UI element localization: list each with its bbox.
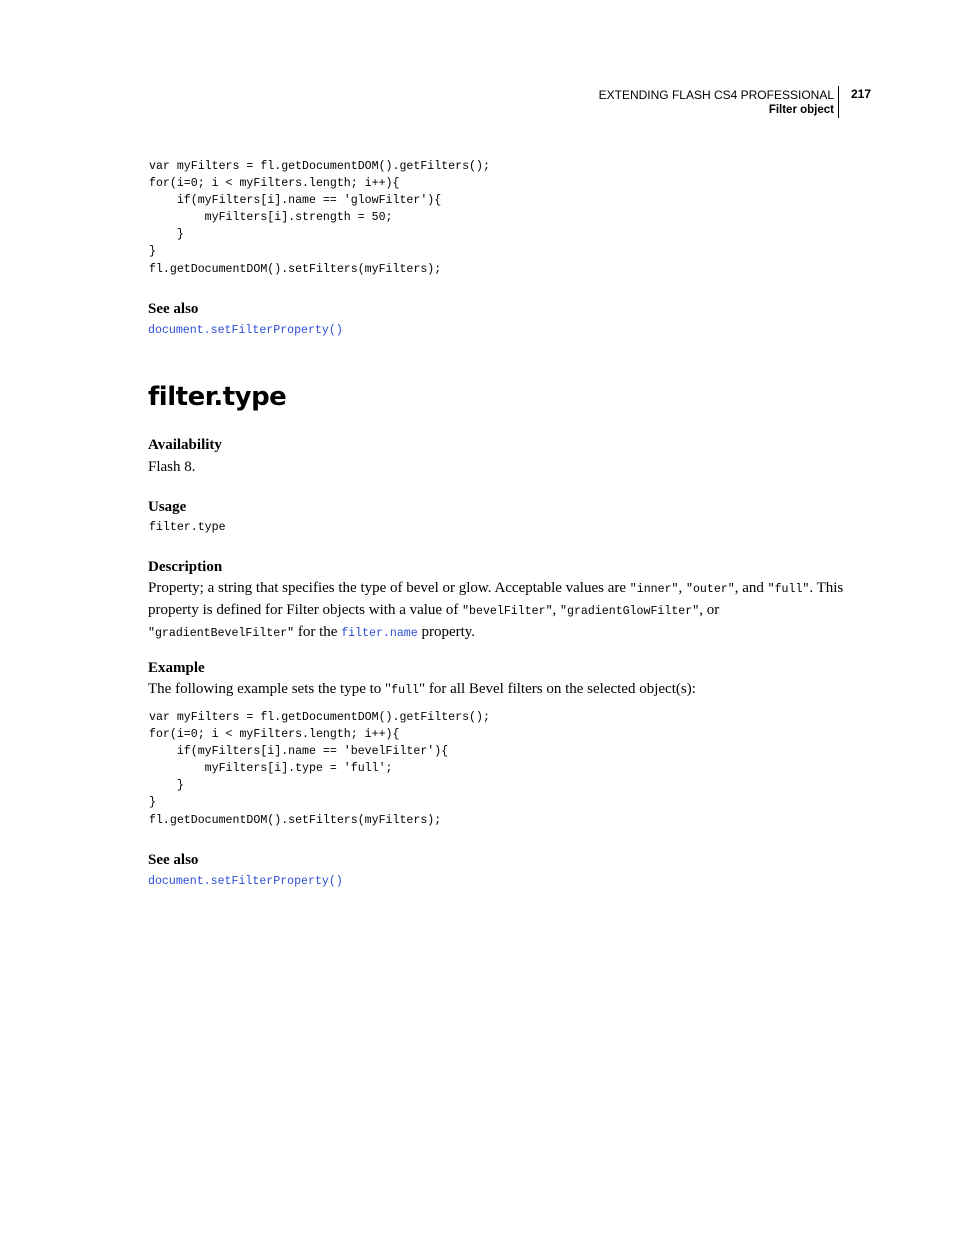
example-heading: Example [148, 660, 205, 676]
availability-text: Flash 8. [148, 459, 196, 475]
example-value-full: full [391, 684, 419, 697]
value-gradient-bevel-filter: "gradientBevelFilter" [148, 627, 295, 640]
code-block-previous-example: var myFilters = fl.getDocumentDOM().getFilters(); for(i=0; i < myFilters.length; i++){ if(myFilters[i].name == 'glowFilter'){ myFilters[i].strength = 50; } } fl.getDocumentDOM().setFilters(myFilters); [149, 160, 490, 276]
description-text: , [678, 580, 686, 596]
filter-name-link[interactable]: filter.name [341, 627, 418, 640]
value-bevel-filter: "bevelFilter" [462, 605, 553, 618]
usage-heading: Usage [148, 499, 187, 515]
code-block-example: var myFilters = fl.getDocumentDOM().getFilters(); for(i=0; i < myFilters.length; i++){ if(myFilters[i].name == 'bevelFilter'){ myFilters[i].type = 'full'; } } fl.getDocumentDOM().setFilters(myFilters); [149, 711, 490, 827]
see-also-link-set-filter-property[interactable]: document.setFilterProperty() [148, 324, 343, 337]
description-text: , or [699, 602, 720, 618]
value-gradient-glow-filter: "gradientGlowFilter" [560, 605, 700, 618]
value-full: "full" [767, 583, 810, 596]
page-number: 217 [851, 87, 872, 101]
see-also-heading: See also [148, 852, 199, 868]
description-text: Property; a string that specifies the type of bevel or glow. Acceptable values are [148, 580, 630, 596]
entry-title: filter.type [148, 382, 287, 412]
section-title: Filter object [768, 104, 834, 116]
description-text: . This property is defined for Filter objects with a value of [148, 580, 844, 618]
availability-heading: Availability [148, 437, 222, 453]
description-text: for the [294, 624, 342, 640]
description-text: , and [734, 580, 768, 596]
value-inner: "inner" [629, 583, 679, 596]
running-header [599, 86, 839, 118]
description-heading: Description [148, 559, 223, 575]
running-title: EXTENDING FLASH CS4 PROFESSIONAL [598, 88, 834, 102]
description-paragraph [148, 578, 848, 644]
see-also-link-set-filter-property[interactable]: document.setFilterProperty() [148, 875, 343, 888]
usage-code: filter.type [149, 521, 226, 534]
example-intro [148, 679, 848, 701]
value-outer: "outer" [685, 583, 735, 596]
description-text: property. [417, 624, 476, 640]
description-text: , [552, 602, 561, 618]
example-text: The following example sets the type to " [148, 681, 392, 697]
example-text: " for all Bevel filters on the selected object(s): [419, 681, 696, 697]
see-also-heading: See also [148, 301, 199, 317]
